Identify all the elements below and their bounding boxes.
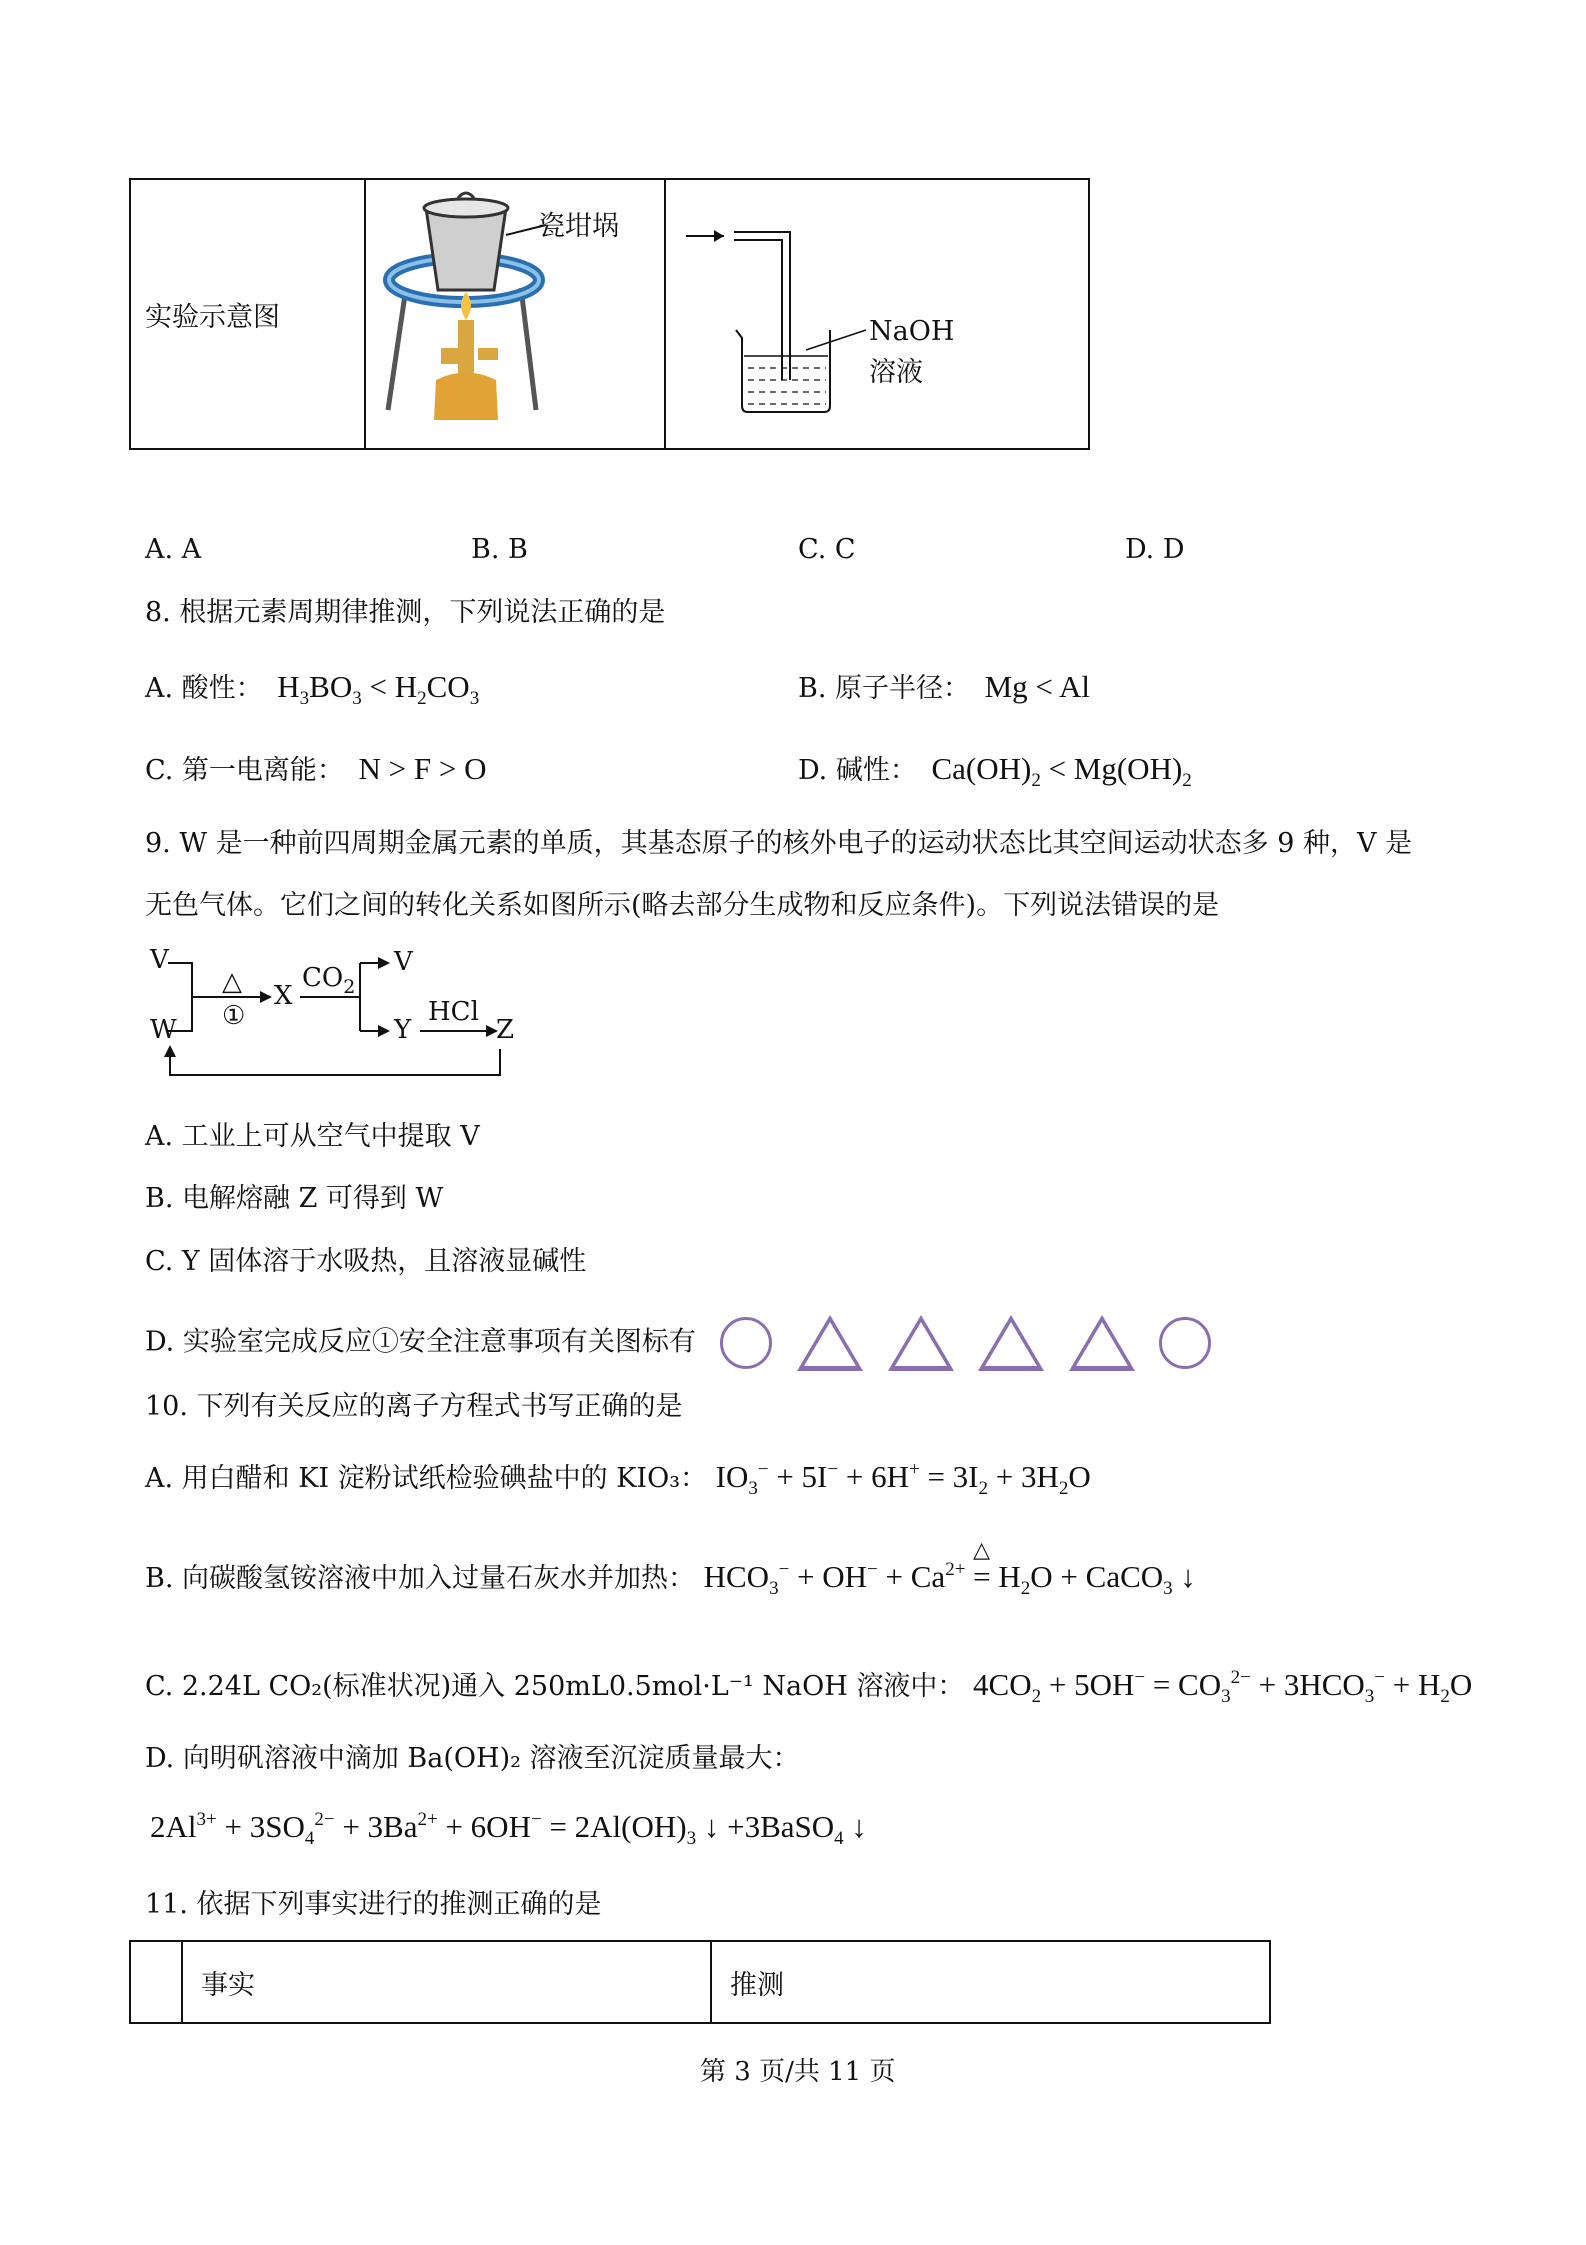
q8-option-d — [798, 751, 1192, 791]
q8-stem: 8. 根据元素周期律推测，下列说法正确的是 — [145, 597, 666, 628]
condition-step1: ① — [222, 1001, 246, 1031]
q11-col-inference-label: 推测 — [730, 1969, 784, 2001]
q9-stem-line1: 9. W 是一种前四周期金属元素的单质，其基态原子的核外电子的运动状态比其空间运动状态多 9 种，V 是 — [145, 828, 1413, 859]
q9-option-d — [145, 1315, 1211, 1371]
species-v-product: V — [394, 947, 413, 977]
species-x: X — [274, 981, 293, 1011]
q8-option-b-text: B. 原子半径： — [798, 673, 971, 704]
goggles-icon — [720, 1317, 772, 1369]
q8-option-b — [798, 670, 1090, 706]
q10-option-c — [145, 1667, 1473, 1707]
hot-surface-icon — [797, 1315, 863, 1371]
q8-option-a — [145, 669, 480, 709]
q8-option-c-formula: N > F > O — [358, 751, 487, 786]
naoh-absorption-diagram — [666, 180, 1088, 448]
crucible-cell — [365, 179, 665, 449]
q10-option-b — [145, 1537, 1196, 1599]
q10-option-c-equation: $4CO_2 + 5OH^- = CO_3^{2-} + 3HCO_3^- + H_2O$ — [973, 1667, 1473, 1707]
page-footer: 第 3 页/共 11 页 — [700, 2057, 896, 2087]
sharp-object-icon — [978, 1315, 1044, 1371]
q11-table-index-cell — [130, 1941, 182, 2023]
absorption-cell — [665, 179, 1089, 449]
q8-option-c-text: C. 第一电离能： — [145, 755, 344, 786]
solution-label: 溶液 — [869, 357, 923, 388]
q10-option-a-equation: $IO_3^- + 5I^- + 6H^+ = 3I_2 + 3H_2O$ — [715, 1459, 1091, 1499]
q9-option-d-text: D. 实验室完成反应①安全注意事项有关图标有 — [145, 1326, 696, 1358]
q8-option-b-formula: Mg < Al — [984, 669, 1090, 704]
row-label: 实验示意图 — [145, 301, 280, 333]
q10-stem: 10. 下列有关反应的离子方程式书写正确的是 — [145, 1391, 683, 1422]
naoh-label: NaOH — [869, 316, 955, 347]
q9-conversion-diagram — [150, 945, 520, 1095]
q9-option-a: A. 工业上可从空气中提取 V — [145, 1121, 480, 1152]
condition-heat: △ — [222, 967, 242, 997]
q7-option-c: C. C — [798, 534, 856, 565]
reagent-co2 — [302, 963, 356, 998]
q8-option-a-text: A. 酸性： — [145, 673, 263, 704]
q7-option-d: D. D — [1125, 534, 1185, 565]
q10-option-a-text: A. 用白醋和 KI 淀粉试纸检验碘盐中的 KIO₃： — [145, 1463, 708, 1494]
q8-option-d-text: D. 碱性： — [798, 755, 917, 786]
crucible-label: 瓷坩埚 — [538, 211, 619, 242]
species-w: W — [150, 1015, 177, 1045]
q8-option-a-formula: $H_3BO_3 < H_2CO_3$ — [277, 669, 480, 709]
q10-option-a — [145, 1459, 1091, 1499]
open-flame-icon — [888, 1315, 954, 1371]
experiment-table — [129, 178, 1090, 450]
species-z: Z — [496, 1015, 515, 1045]
q10-option-d: D. 向明矾溶液中滴加 Ba(OH)₂ 溶液至沉淀质量最大： — [145, 1743, 800, 1774]
q9-option-b: B. 电解熔融 Z 可得到 W — [145, 1183, 444, 1214]
hand-wash-icon — [1159, 1317, 1211, 1369]
q10-option-c-text: C. 2.24L CO₂(标准状况)通入 250mL0.5mol·L⁻¹ NaOH 溶液中： — [145, 1671, 965, 1702]
q9-stem-line2: 无色气体。它们之间的转化关系如图所示(略去部分生成物和反应条件)。下列说法错误的是 — [145, 890, 1220, 921]
q9-option-c: C. Y 固体溶于水吸热，且溶液显碱性 — [145, 1246, 587, 1277]
q7-option-b: B. B — [471, 534, 528, 565]
reagent-hcl: HCl — [428, 997, 479, 1027]
q8-option-c — [145, 752, 486, 788]
q10-option-d-equation: $2Al^{3+} + 3SO_4^{2-} + 3Ba^{2+} + 6OH^- = 2Al(OH)_3$ ↓ +3BaSO$_4$ ↓ — [150, 1809, 867, 1849]
q11-col-inference — [711, 1941, 1270, 2023]
exhaust-fan-icon — [1069, 1315, 1135, 1371]
table-row-label-cell — [130, 179, 365, 449]
q11-col-fact-label: 事实 — [201, 1969, 255, 2001]
q8-option-d-formula: $Ca(OH)_2 < Mg(OH)_2$ — [931, 751, 1192, 791]
species-y: Y — [394, 1015, 412, 1045]
q7-option-a: A. A — [145, 534, 202, 565]
q11-stem: 11. 依据下列事实进行的推测正确的是 — [145, 1889, 602, 1920]
q10-option-b-equation: $HCO_3^- + OH^- + Ca^{2+}$ = △ $H_2O$ + CaCO$_3$ ↓ — [703, 1537, 1196, 1599]
q11-table — [129, 1940, 1271, 2024]
q11-col-fact — [182, 1941, 711, 2023]
q10-option-b-text: B. 向碳酸氢铵溶液中加入过量石灰水并加热： — [145, 1563, 696, 1594]
reagent-co2-text: CO — [302, 963, 344, 993]
crucible-apparatus-diagram — [366, 180, 664, 448]
species-v: V — [150, 945, 169, 975]
reagent-co2-subscript: 2 — [343, 976, 356, 998]
